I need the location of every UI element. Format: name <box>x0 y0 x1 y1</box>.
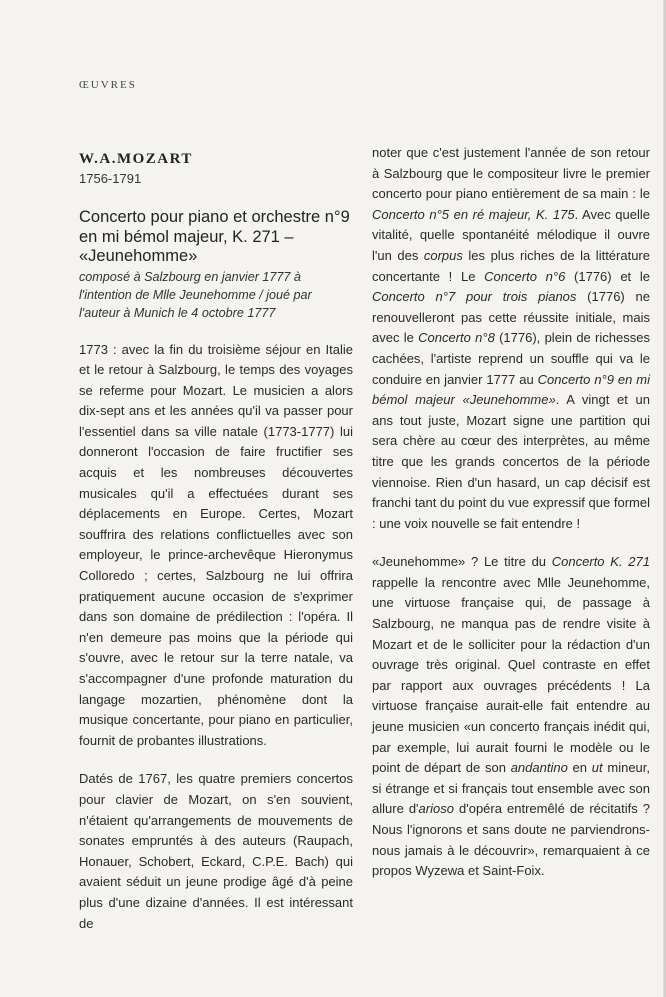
right-paragraph-2 <box>372 552 650 882</box>
composition-info: composé à Salzbourg en janvier 1777 à l'intention de Mlle Jeunehomme / joué par l'auteur à Munich le 4 octobre 1777 <box>79 269 312 320</box>
text-run: (1776), plein de richesses cachées, l'artiste reprend un souffle qui va le conduire en janvier 1777 au <box>372 330 650 387</box>
text-run: noter que c'est justement l'année de son retour à Salzbourg que le compositeur livre le premier concerto pour piano entièrement de sa main : le <box>372 145 650 202</box>
italic-run: Concerto n°6 <box>484 268 566 284</box>
left-paragraph-1: 1773 : avec la fin du troisième séjour en Italie et le retour à Salzbourg, le temps des voyages se referme pour Mozart. Le musicien a alors dix-sept ans et les années qu'il va passer pour l'essentiel dans sa ville natale (1773-1777) lui donneront l'occasion de faire fructifier ses acquis et les nombreuses découvertes musicales qu'il a effectuées durant ses déplacements en Europe. Certes, Mozart souffrira des relations conflictuelles avec son employeur, le prince-archevêque Hieronymus Colloredo ; certes, Salzbourg ne lui offrira pratiquement aucune occasion de s'exprimer dans son domaine de prédilection : l'opéra. Il n'en demeure pas moins que la période qui s'ouvre, avec le retour sur la terre natale, va s'accompagner d'une profonde maturation du langage mozartien, phénomène dont la musique concertante, pour piano en particulier, fournit de probantes illustrations. <box>79 341 353 748</box>
left-paragraph-2: Datés de 1767, les quatre premiers concertos pour clavier de Mozart, on s'en souvient, n'étaient qu'arrangements de mouvements de sonates empruntés à des auteurs (Raupach, Honauer, Schobert, Eckard, C.P.E. Bach) qui avaient séduit un jeune prodige âgé d'à peine plus d'une dizaine d'années. Il est intéressant de <box>79 771 353 931</box>
text-run: «Jeunehomme» ? Le titre du <box>372 554 552 570</box>
text-run: . Avec quelle vitalité, quelle spontanéité mélodique il ouvre l'un des <box>372 206 650 263</box>
section-header: ŒUVRES <box>79 79 137 91</box>
text-run: (1776) et le <box>565 268 651 284</box>
text-run: . A vingt et un ans tout juste, Mozart signe une partition qui sera chère au cœur des interprètes, au même titre que les grands concertos de la période viennoise. Rien d'un hasard, un cap décisif est franchi tant du point du vue expressif que formel : une voix nouvelle se fait entendre ! <box>372 392 650 531</box>
text-run: en <box>567 760 592 776</box>
italic-run: Concerto n°9 en mi bémol majeur «Jeunehomme» <box>372 371 651 408</box>
text-run: les plus riches de la littérature concertante ! Le <box>372 247 650 284</box>
italic-run: andantino <box>510 760 568 776</box>
italic-run: Concerto K. 271 <box>551 554 650 570</box>
italic-run: corpus <box>423 247 463 263</box>
right-paragraph-1 <box>372 143 650 534</box>
italic-run: Concerto n°8 <box>418 330 495 346</box>
left-column <box>79 143 353 934</box>
text-run: rappelle la rencontre avec Mlle Jeunehomme, une virtuose française qui, de passage à Salzbourg, ne manqua pas de rendre visite à Mozart et de le solliciter pour la rédaction d'un ouvrage très original. Quel contraste en effet par rapport aux ouvrages précédents ! La virtuose française aurait-elle fait entendre au jeune musicien «un concerto français inédit qui, par exemple, lui aurait fourni le modèle ou le point de départ de son <box>372 574 650 776</box>
right-column <box>372 143 650 882</box>
italic-run: ut <box>591 760 603 776</box>
italic-run: arioso <box>418 801 454 817</box>
italic-run: Concerto n°7 pour trois pianos <box>372 289 577 305</box>
text-run: mineur, si étrange et si français tout ensemble avec son allure d' <box>372 760 651 817</box>
work-title: Concerto pour piano et orchestre n°9 en mi bémol majeur, K. 271 – «Jeunehomme» <box>79 208 350 265</box>
italic-run: Concerto n°5 en ré majeur, K. 175 <box>372 206 575 222</box>
text-run: (1776) ne renouvelleront pas cette réussite initiale, mais avec le <box>372 289 650 346</box>
text-run: d'opéra entremêlé de récitatifs ? Nous l'ignorons et sans doute ne parviendrons-nous jamais à le découvrir», remarquaient à ce propos Wyzewa et Saint-Foix. <box>372 801 650 879</box>
composer-name: W.A.MOZART <box>79 151 193 167</box>
composer-dates: 1756-1791 <box>79 171 142 186</box>
